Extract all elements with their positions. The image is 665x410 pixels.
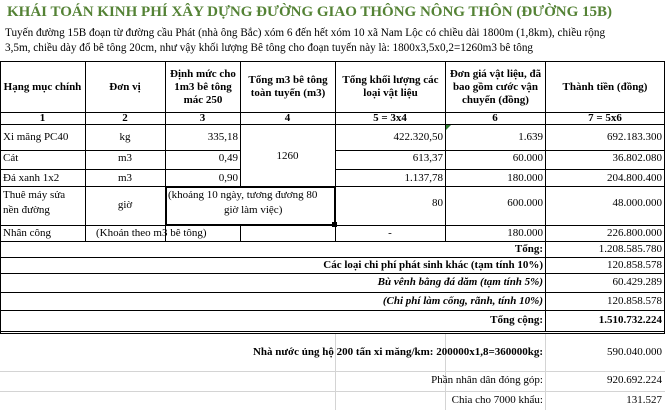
row-stone-qty: 1.137,78 — [404, 172, 443, 184]
row-machine-item-line2: nền đường — [3, 204, 50, 216]
col-index-5: 5 = 3x4 — [373, 112, 407, 124]
page-title: KHÁI TOÁN KINH PHÍ XÂY DỰNG ĐƯỜNG GIAO THÔNG NÔNG THÔN (ĐƯỜNG 15B) — [7, 4, 613, 20]
error-indicator — [446, 125, 451, 130]
cost-table — [0, 61, 665, 410]
funding-per-capita-value: 131.527 — [626, 394, 662, 406]
row-machine-unit: giờ — [117, 199, 133, 211]
header-unit-price: Đơn giá vật liệu, đã bao gồm cước vận chuyển (đồng) — [449, 67, 542, 106]
row-labor-item: Nhân công — [3, 227, 51, 239]
row-machine-item-line1: Thuê máy sửa — [3, 189, 66, 201]
summary-drainage-value: 120.858.578 — [607, 295, 662, 307]
row-cement-qty: 422.320,50 — [393, 131, 443, 143]
funding-state-label: Nhà nước ủng hộ 200 tấn xi măng/km: 200000x1,8=360000kg: — [252, 346, 543, 358]
summary-other-costs-label: Các loại chi phí phát sinh khác (tạm tính 10%) — [323, 259, 543, 271]
summary-grand-total-label: Tổng cộng: — [490, 314, 543, 326]
row-machine-note-line1: (khoảng 10 ngày, tương đương 80 — [168, 189, 318, 201]
col-index-6: 6 — [492, 112, 498, 124]
summary-total-value: 1.208.585.780 — [598, 243, 662, 255]
row-stone-total: 204.800.400 — [607, 172, 662, 184]
funding-people-value: 920.692.224 — [607, 374, 662, 386]
col-index-4: 4 — [284, 112, 291, 124]
summary-gravel-value: 60.429.289 — [612, 276, 662, 288]
row-machine-note-line2: giờ làm việc) — [224, 204, 283, 216]
row-sand-norm: 0,49 — [218, 152, 238, 164]
col-index-1: 1 — [39, 112, 46, 124]
row-labor-qty: - — [388, 227, 392, 239]
row-labor-total: 226.800.000 — [607, 227, 662, 239]
row-sand-total: 36.802.080 — [612, 152, 662, 164]
row-stone-item: Đá xanh 1x2 — [3, 172, 60, 184]
description — [5, 26, 655, 56]
row-machine-total: 48.000.000 — [612, 197, 662, 209]
header-unit: Đơn vị — [109, 80, 141, 93]
description-line-1: Tuyến đường 15B đoạn từ đường cầu Phát (nhà ông Bắc) xóm 6 đến hết xóm 10 xã Nam Lộc có chiều dài 1800m (1,8km), chiều rộng — [5, 27, 606, 39]
row-sand-unit: m3 — [117, 152, 133, 164]
summary-grand-total-value: 1.510.732.224 — [598, 314, 662, 326]
row-sand-item: Cát — [3, 152, 19, 164]
row-stone-norm: 0,90 — [218, 172, 238, 184]
header-volume: Tổng m3 bê tông toàn tuyến (m3) — [248, 74, 328, 99]
row-cement-unit: kg — [119, 131, 131, 143]
header-item: Hạng mục chính — [3, 80, 82, 93]
row-sand-price: 60.000 — [512, 152, 543, 164]
summary-other-costs-value: 120.858.578 — [607, 259, 662, 271]
funding-per-capita-label: Chia cho 7000 khẩu: — [451, 394, 543, 406]
row-stone-unit: m3 — [117, 172, 133, 184]
summary-total-label: Tổng: — [514, 243, 543, 255]
description-line-2: 3,5m, chiều dày đổ bê tông 20cm, như vậy khối lượng Bê tông cho đoạn tuyến này là: 1800x3,5x0,2=1260m3 bê tông — [5, 42, 534, 54]
header-norm: Định mức cho 1m3 bê tông mác 250 — [170, 67, 236, 106]
row-stone-price: 180.000 — [507, 172, 543, 184]
header-amount: Thành tiền (đồng) — [562, 80, 648, 93]
row-machine-price: 600.000 — [507, 197, 543, 209]
volume-total: 1260 — [276, 150, 299, 162]
funding-people-label: Phần nhân dân đóng góp: — [431, 374, 543, 386]
summary-drainage-label: (Chi phí làm cống, rãnh, tính 10%) — [382, 295, 543, 307]
cell-selection[interactable] — [165, 186, 336, 226]
row-labor-note: (Khoán theo m3 bê tông) — [96, 227, 207, 239]
summary-gravel-label: Bù vênh bằng đá dăm (tạm tính 5%) — [377, 276, 543, 288]
row-labor-price: 180.000 — [507, 227, 543, 239]
funding-state-value: 590.040.000 — [607, 346, 662, 358]
row-sand-qty: 613,37 — [412, 152, 443, 164]
header-quantity: Tổng khối lượng các loại vật liệu — [342, 74, 439, 99]
row-cement-norm: 335,18 — [207, 131, 238, 143]
col-index-2: 2 — [122, 112, 128, 124]
row-cement-item: Xi măng PC40 — [3, 131, 69, 143]
col-index-7: 7 = 5x6 — [588, 112, 622, 124]
row-cement-total: 692.183.300 — [607, 131, 662, 143]
col-index-3: 3 — [199, 112, 206, 124]
row-cement-price: 1.639 — [518, 131, 543, 143]
row-machine-qty: 80 — [432, 197, 443, 209]
